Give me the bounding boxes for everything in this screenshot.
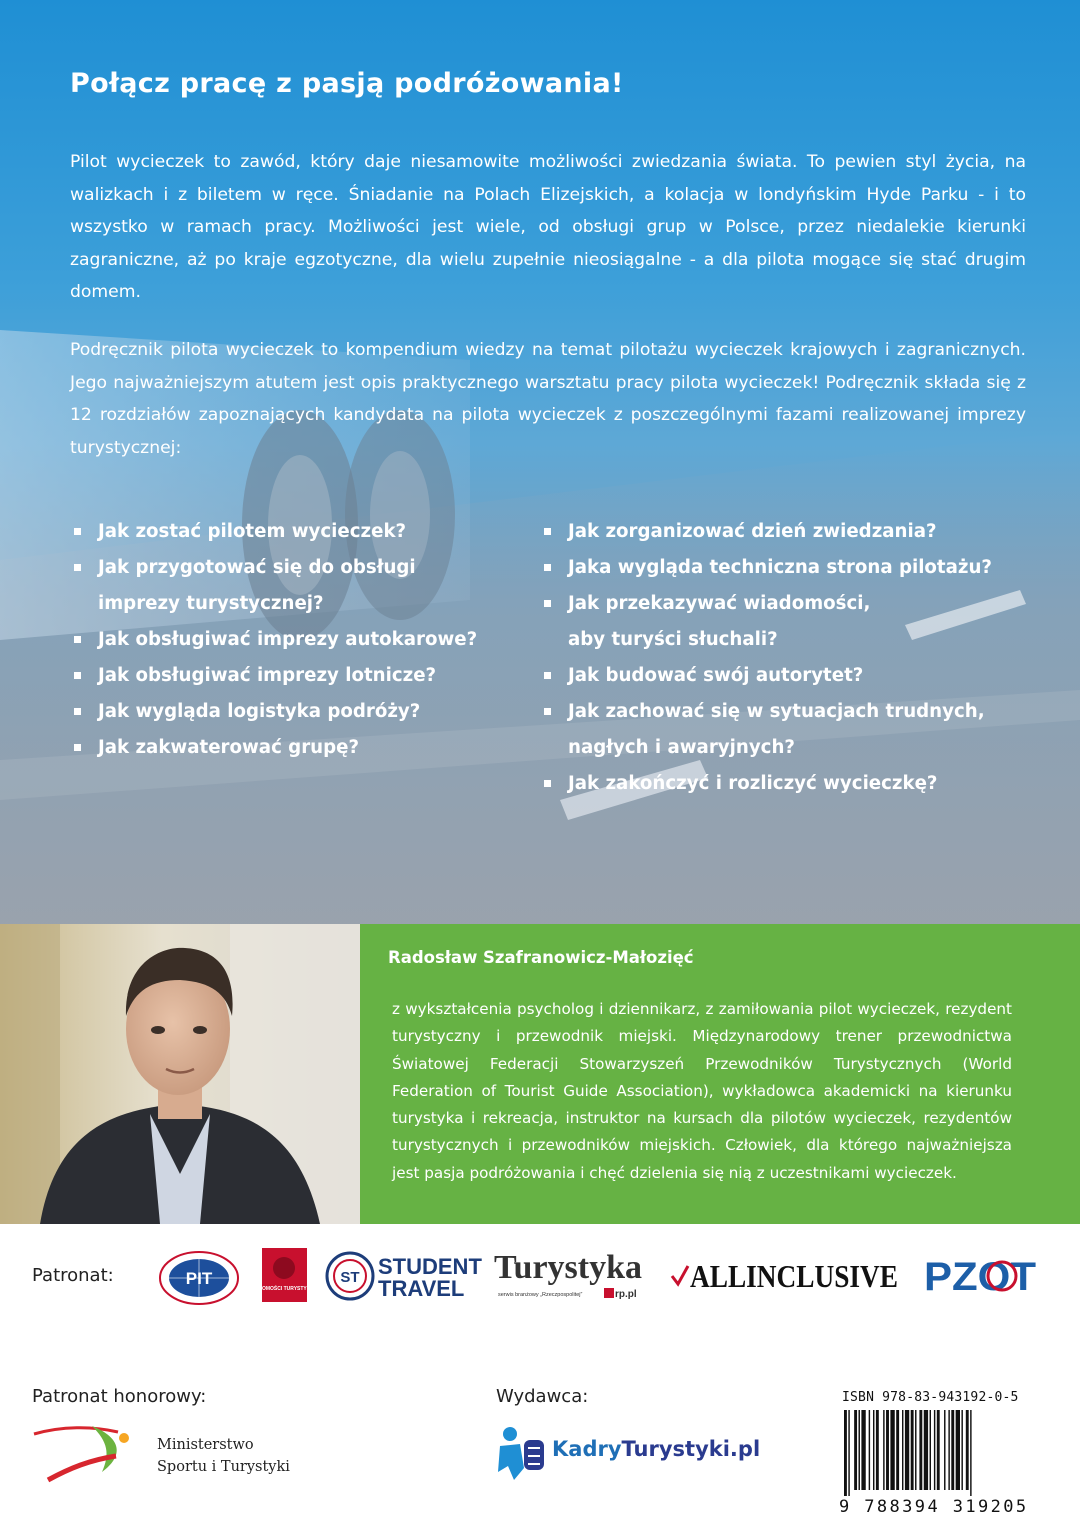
author-info-panel	[360, 924, 1080, 1224]
barcode-bar	[890, 1410, 894, 1490]
student-travel-logo	[326, 1250, 482, 1302]
barcode-bar	[919, 1410, 922, 1490]
publisher-label: Wydawca:	[496, 1386, 589, 1407]
ministry-name: Ministerstwo Sportu i Turystyki	[157, 1437, 290, 1475]
barcode-bar	[961, 1410, 962, 1490]
barcode-bar	[915, 1410, 916, 1490]
bullet-icon	[74, 708, 81, 715]
barcode-bar	[861, 1410, 865, 1490]
author-photo	[0, 924, 360, 1224]
bullet-icon	[544, 708, 551, 715]
barcode-bar	[859, 1410, 860, 1490]
wiadomosci-turystyczne-logo	[248, 1248, 321, 1302]
bullet-icon	[74, 636, 81, 643]
bullet-icon	[544, 672, 551, 679]
list-item: Jak wygląda logistyka podróży?	[72, 694, 522, 730]
barcode-bar	[854, 1410, 857, 1490]
author-portrait-image	[0, 924, 360, 1224]
barcode-bar	[844, 1410, 847, 1496]
barcode-bar	[873, 1410, 874, 1490]
barcode-bar	[911, 1410, 914, 1490]
bullet-icon	[544, 600, 551, 607]
barcode-bar	[902, 1410, 903, 1490]
page-title: Połącz pracę z pasją podróżowania!	[70, 68, 624, 99]
bullet-icon	[544, 564, 551, 571]
barcode-bar	[966, 1410, 969, 1490]
list-item: Jak przygotować się do obsługi imprezy turystycznej?	[72, 550, 432, 622]
bullet-icon	[74, 744, 81, 751]
barcode-bar	[924, 1410, 928, 1490]
barcode-bar	[930, 1410, 931, 1490]
barcode-bar	[876, 1410, 879, 1490]
honorary-patronage-label: Patronat honorowy:	[32, 1386, 207, 1407]
barcode-bar	[896, 1410, 899, 1490]
description-paragraph: Podręcznik pilota wycieczek to kompendium wiedzy na temat pilotażu wycieczek krajowych i zagranicznych. Jego najważniejszym atutem jest opis praktycznego warsztatu pracy pilota wycieczek! Podręcznik składa się z 12 rozdziałów zapoznających kandydata na pilota wycieczek z poszczególnymi fazami realizowanej imprezy turystycznej:	[70, 340, 1026, 458]
barcode-bar	[905, 1410, 909, 1490]
list-item: Jak zachować się w sytuacjach trudnych, nagłych i awaryjnych?	[542, 694, 1012, 766]
isbn-number: ISBN 978-83-943192-0-5	[842, 1390, 1019, 1405]
pzot-logo	[922, 1250, 1042, 1302]
list-item: Jak zostać pilotem wycieczek?	[72, 514, 522, 550]
list-item: Jak budować swój autorytet?	[542, 658, 1042, 694]
pzot-logo-text: PZOT	[924, 1255, 1036, 1299]
questions-list-right	[542, 514, 1042, 802]
pit-logo-text: PIT	[185, 1269, 213, 1288]
kadry-turystyki-logo-icon	[494, 1424, 548, 1482]
allinclusive-logo	[668, 1252, 902, 1298]
author-name: Radosław Szafranowicz-Małozięć	[388, 948, 694, 967]
barcode	[842, 1410, 1032, 1496]
list-item: Jak obsługiwać imprezy autokarowe?	[72, 622, 522, 658]
wiadomosci-logo-text: WIADOMOŚCI TURYSTYCZNE	[248, 1286, 321, 1292]
questions-list-left	[72, 514, 522, 766]
ministry-logo-icon	[32, 1420, 144, 1484]
list-item: Jak zakończyć i rozliczyć wycieczkę?	[542, 766, 1042, 802]
barcode-digits: 9 788394 319205	[839, 1497, 1029, 1517]
check-icon	[672, 1266, 688, 1284]
barcode-bar	[948, 1410, 949, 1490]
rp-logo-text: rp.pl	[615, 1289, 637, 1300]
student-travel-line1: STUDENT	[378, 1254, 482, 1279]
barcode-bar	[848, 1410, 849, 1496]
barcode-bar	[883, 1410, 884, 1490]
intro-paragraph: Pilot wycieczek to zawód, który daje niesamowite możliwości zwiedzania świata. To pewien styl życia, na walizkach i z biletem w ręce. Śniadanie na Polach Elizejskich, a kolacja w londyńskim Hyde Parku - i to wszystko w ramach pracy. Możliwości jest wiele, od obsługi grup w Polsce, przez niedalekie kierunki zagraniczne, aż po kraje egzotyczne, dla wielu zupełnie nieosiągalne - a dla pilota mogące się stać drugim domem.	[70, 152, 1026, 302]
barcode-bar	[951, 1410, 954, 1490]
barcode-bar	[869, 1410, 870, 1490]
author-bio: z wykształcenia psycholog i dziennikarz, z zamiłowania pilot wycieczek, rezydent turystyczny i przewodnik miejski. Międzynarodowy trener przewodnictwa Światowej Federacji Stowarzyszeń Przewodników Turystycznych (World Federation of Tourist Guide Association), wykładowca akademicki na kierunku turystyka i rekreacja, instruktor na kursach dla pilotów wycieczek, rezydentów turystycznych i przewodników miejskich. Człowiek, dla którego najważniejsza jest pasja podróżowania i chęć dzielenia się nią z uczestnikami wycieczek.	[392, 1000, 1012, 1182]
list-item: Jak zorganizować dzień zwiedzania?	[542, 514, 1042, 550]
barcode-bar	[944, 1410, 945, 1490]
bullet-icon	[74, 672, 81, 679]
barcode-bar	[970, 1410, 971, 1496]
patronat-label: Patronat:	[32, 1265, 114, 1286]
turystyka-logo	[492, 1246, 644, 1304]
bullet-icon	[74, 528, 81, 535]
publisher-name: KadryTurystyki.pl	[552, 1437, 761, 1461]
barcode-bar	[937, 1410, 940, 1490]
pit-logo	[158, 1250, 240, 1306]
allinclusive-logo-text: ALLINCLUSIVE	[690, 1258, 898, 1294]
bullet-icon	[74, 564, 81, 571]
turystyka-logo-subtitle: serwis branżowy „Rzeczpospolitej”	[498, 1292, 583, 1298]
list-item: Jak przekazywać wiadomości, aby turyści słuchali?	[542, 586, 912, 658]
barcode-bar	[886, 1410, 889, 1490]
bullet-icon	[544, 528, 551, 535]
student-travel-line2: TRAVEL	[378, 1276, 465, 1301]
barcode-bar	[956, 1410, 960, 1490]
bullet-icon	[544, 780, 551, 787]
list-item: Jak zakwaterować grupę?	[72, 730, 522, 766]
barcode-bar	[934, 1410, 935, 1490]
list-item: Jaka wygląda techniczna strona pilotażu?	[542, 550, 1042, 586]
turystyka-logo-text: Turystyka	[494, 1249, 643, 1286]
student-travel-badge-text: ST	[340, 1269, 360, 1286]
list-item: Jak obsługiwać imprezy lotnicze?	[72, 658, 522, 694]
